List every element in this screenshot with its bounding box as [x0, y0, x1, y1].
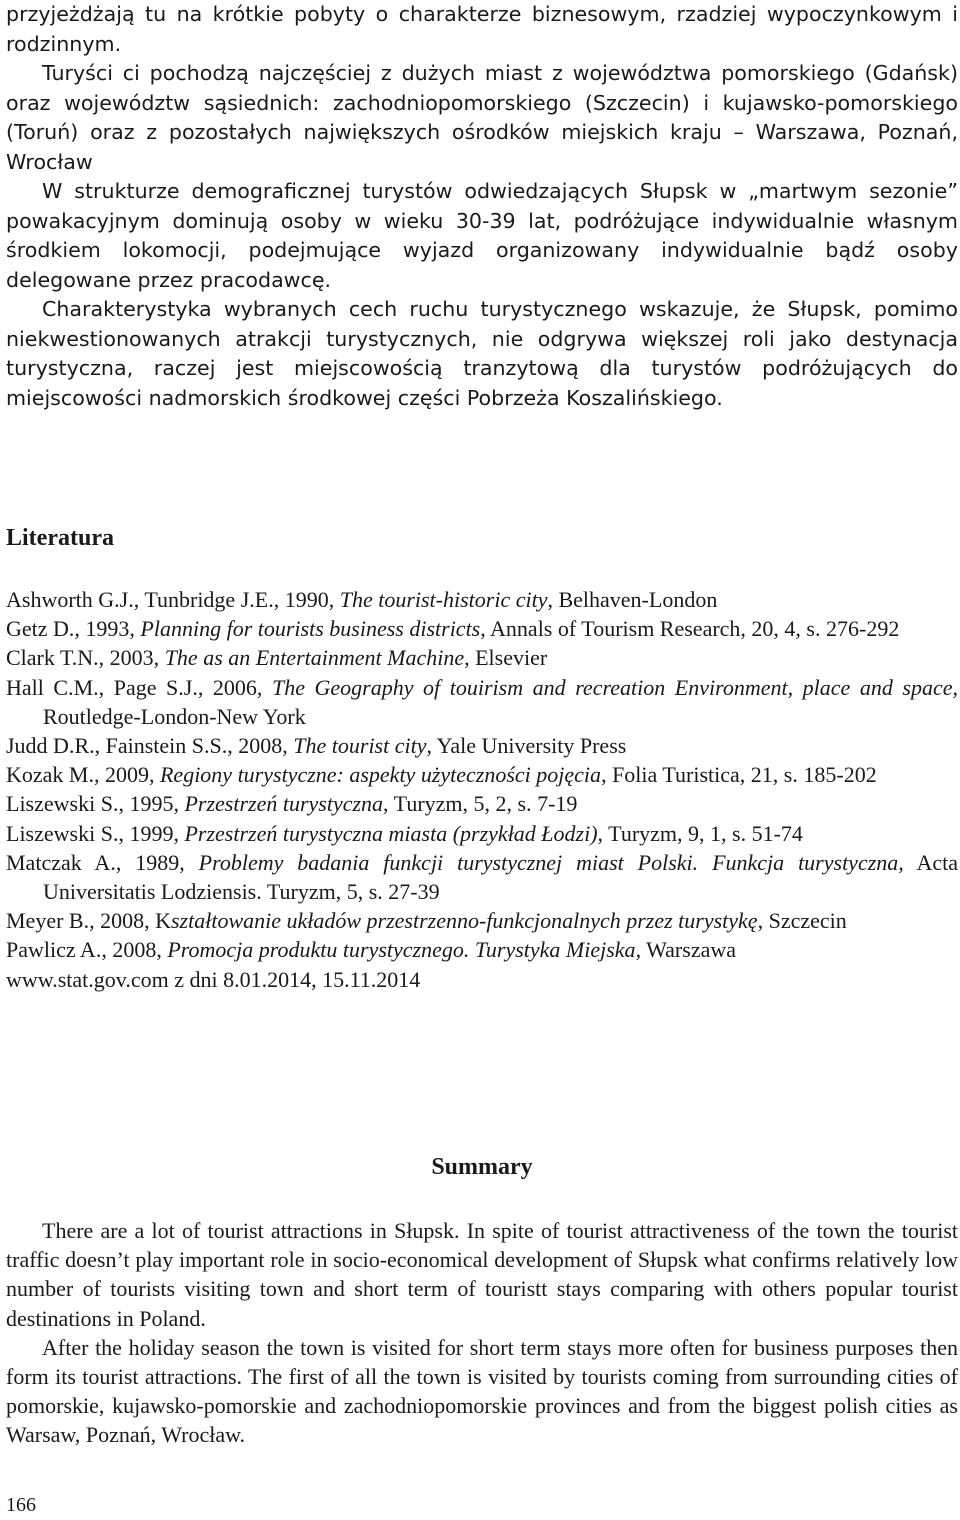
literature-heading: Literatura — [6, 525, 114, 551]
reference-author: Liszewski S., 1995, — [6, 791, 185, 817]
reference-item — [6, 819, 958, 848]
reference-item — [6, 731, 958, 760]
summary-paragraph-attractions: There are a lot of tourist attractions in Słupsk. In spite of tourist attractiveness of the town the tourist traffic doesn’t play important role in socio-economical development of Słupsk what confirms relatively low number of tourists visiting town and short term of touristt stays comparing with others popular tourist destinations in Poland. — [6, 1218, 958, 1331]
reference-item — [6, 614, 958, 643]
reference-details: , Warszawa — [635, 937, 737, 963]
reference-item — [6, 789, 958, 818]
summary-paragraph-visitors: After the holiday season the town is visited for short term stays more often for business purposes then form its tourist attractions. The first of all the town is visited by tourists coming from surrounding cities of pomorskie, kujawsko-pomorskie and zachodniopomorskie provinces and from the biggest polish cities as Warsaw, Poznań, Wrocław. — [6, 1334, 958, 1448]
body-paragraph-demographics: W strukturze demograficznej turystów odwiedzających Słupsk w „martwym sezonie” powakacyjnym dominują osoby w wieku 30-39 lat, podróżujące indywidualnie własnym środkiem lokomocji, podejmujące wyjazd organizowany indywidualnie bądź osoby delegowane przez pracodawcę. — [6, 179, 958, 292]
reference-details: Acta Universitatis Lodziensis. Turyzm, 5, s. 27-39 — [43, 849, 959, 905]
reference-item — [6, 760, 958, 789]
reference-title: ształtowanie układów przestrzenno-funkcjonalnych przez turystykę — [170, 908, 758, 934]
reference-title: Problemy badania funkcji turystycznej miast Polski. Funkcja turystyczna, — [198, 849, 904, 875]
reference-item — [6, 585, 958, 614]
reference-details: , Folia Turistica, 21, s. 185-202 — [601, 762, 877, 788]
document-page — [6, 0, 958, 1520]
reference-details: , Yale University Press — [426, 733, 627, 759]
reference-details: , Turyzm, 5, 2, s. 7-19 — [383, 791, 578, 817]
reference-title: The tourist city — [293, 733, 427, 759]
reference-title: Promocja produktu turystycznego. Turystyka Miejska — [167, 937, 636, 963]
reference-item — [6, 906, 958, 935]
reference-title: Przestrzeń turystyczna — [184, 791, 384, 817]
reference-item — [6, 965, 958, 994]
reference-details: , Routledge-London-New York — [43, 674, 958, 729]
reference-author: Clark T.N., 2003, — [6, 645, 165, 671]
reference-author: Kozak M., 2009, — [6, 762, 160, 788]
reference-title: Regiony turystyczne: aspekty użyteczności pojęcia — [159, 762, 602, 788]
reference-author: Judd D.R., Fainstein S.S., 2008, — [6, 733, 294, 759]
reference-item — [6, 935, 958, 964]
reference-item — [6, 673, 958, 731]
reference-title: The as an Entertainment Machine — [164, 645, 465, 671]
reference-author: Hall C.M., Page S.J., 2006, — [6, 674, 272, 700]
body-paragraph-conclusion: Charakterystyka wybranych cech ruchu turystycznego wskazuje, że Słupsk, pomimo niekwestionowanych atrakcji turystycznych, nie odgrywa większej roli jako destynacja turystyczna, raczej jest miejscowością tranzytową dla turystów podróżujących do miejscowości nadmorskich środkowej części Pobrzeża Koszalińskiego. — [6, 297, 958, 410]
reference-author: www.stat.gov.com z dni 8.01.2014, 15.11.2014 — [6, 966, 421, 992]
reference-title: Planning for tourists business districts — [140, 616, 481, 642]
body-paragraph-continuation: przyjeżdżają tu na krótkie pobyty o charakterze biznesowym, rzadziej wypoczynkowym i rodzinnym. — [6, 2, 958, 56]
reference-author: Liszewski S., 1999, — [6, 820, 185, 846]
reference-item — [6, 643, 958, 672]
reference-details: , Elsevier — [464, 645, 548, 671]
reference-author: Ashworth G.J., Tunbridge J.E., 1990, — [6, 587, 340, 612]
reference-title: The Geography of touirism and recreation Environment, place and space — [271, 674, 953, 700]
summary-text — [6, 1216, 958, 1450]
page-number: 166 — [6, 1494, 36, 1516]
reference-details: , Belhaven-London — [547, 587, 718, 612]
reference-author: Pawlicz A., 2008, — [6, 937, 168, 963]
body-paragraph-tourist-origin: Turyści ci pochodzą najczęściej z dużych miast z województwa pomorskiego (Gdańsk) oraz województw sąsiednich: zachodniopomorskiego (Szczecin) i kujawsko-pomorskiego (Toruń) oraz z pozostałych największych ośrodków miejskich kraju – Warszawa, Poznań, Wrocław — [6, 61, 958, 174]
reference-details: , Szczecin — [757, 908, 847, 934]
reference-item — [6, 848, 958, 906]
reference-title: Przestrzeń turystyczna miasta (przykład Łodzi) — [184, 820, 598, 846]
summary-heading: Summary — [431, 1154, 533, 1180]
reference-author: Matczak A., 1989, — [6, 849, 199, 875]
reference-title: The tourist-historic city — [339, 587, 548, 612]
body-text — [6, 0, 958, 413]
reference-author: Getz D., 1993, — [6, 616, 141, 642]
reference-author: Meyer B., 2008, K — [6, 908, 171, 934]
reference-details: , Annals of Tourism Research, 20, 4, s. 276-292 — [480, 616, 900, 642]
reference-details: , Turyzm, 9, 1, s. 51-74 — [597, 820, 803, 846]
reference-list — [6, 585, 958, 994]
